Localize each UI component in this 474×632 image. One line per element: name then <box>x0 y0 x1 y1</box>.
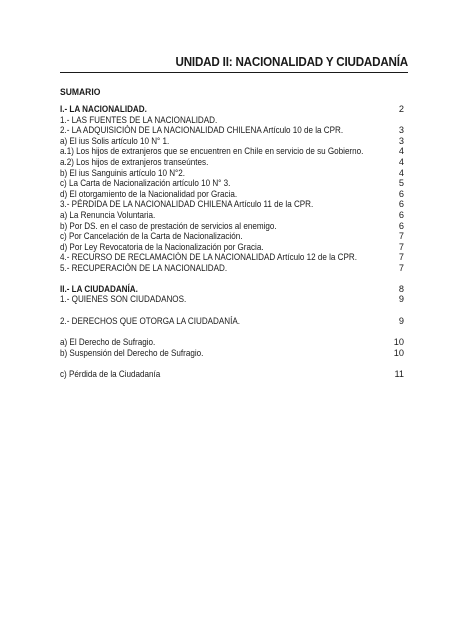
toc-entry <box>60 178 404 189</box>
toc-entry <box>60 104 404 115</box>
toc-entry-text: c) Por Cancelación de la Carta de Nacionalización. <box>60 231 243 242</box>
toc-entry-text: 2.- DERECHOS QUE OTORGA LA CIUDADANÍA. <box>60 315 241 326</box>
toc-entry-text: 1.- QUIENES SON CIUDADANOS. <box>60 294 187 305</box>
section-spacer <box>60 326 404 337</box>
toc-entry-text: b) Por DS. en el caso de prestación de servicios al enemigo. <box>60 220 277 231</box>
toc-entry <box>60 284 404 295</box>
toc-entry-text: a) La Renuncia Voluntaria. <box>60 209 156 220</box>
toc-entry <box>60 337 404 348</box>
toc-entry-text: c) Pérdida de la Ciudadanía <box>60 369 161 380</box>
toc-entry-page: 6 <box>398 199 404 210</box>
toc-entry-page: 6 <box>398 209 404 220</box>
toc-entry <box>60 348 404 359</box>
toc-entry-page: 10 <box>393 347 404 358</box>
toc-entry-page: 7 <box>398 241 404 252</box>
toc-entry-text: I.- LA NACIONALIDAD. <box>60 104 147 114</box>
toc-entry-page: 9 <box>398 294 404 305</box>
summary-heading: SUMARIO <box>60 87 101 98</box>
toc-entry-text: a.1) Los hijos de extranjeros que se encuentren en Chile en servicio de su Gobierno. <box>60 146 364 157</box>
toc-entry <box>60 316 404 327</box>
toc-entry-page: 3 <box>398 125 404 136</box>
toc-entry-page: 11 <box>394 369 404 380</box>
section-spacer <box>60 305 404 316</box>
section-spacer <box>60 358 404 369</box>
toc-entry <box>60 369 404 380</box>
toc-entry-text: 2.- LA ADQUISICIÓN DE LA NACIONALIDAD CHILENA Artículo 10 de la CPR. <box>60 125 344 136</box>
toc-entry-page: 7 <box>398 252 404 263</box>
toc-entry-text: b) El ius Sanguinis artículo 10 N°2. <box>60 167 186 178</box>
toc-entry <box>60 252 404 263</box>
toc-entry <box>60 125 404 136</box>
toc-entry-page: 7 <box>398 262 404 273</box>
table-of-contents <box>60 104 404 380</box>
toc-entry-page: 4 <box>398 146 404 157</box>
toc-entry-page: 2 <box>398 104 404 114</box>
toc-entry <box>60 168 404 179</box>
toc-entry-text: b) Suspensión del Derecho de Sufragio. <box>60 347 204 358</box>
toc-entry <box>60 189 404 200</box>
toc-entry-page: 4 <box>398 156 404 167</box>
toc-entry <box>60 263 404 274</box>
toc-entry-page: 9 <box>398 315 404 326</box>
toc-entry-text: 3.- PÉRDIDA DE LA NACIONALIDAD CHILENA Artículo 11 de la CPR. <box>60 199 314 210</box>
toc-entry-text: 5.- RECUPERACIÓN DE LA NACIONALIDAD. <box>60 262 228 273</box>
toc-entry-page: 6 <box>398 220 404 231</box>
toc-entry-page: 8 <box>398 283 404 294</box>
toc-entry-page: 6 <box>398 188 404 199</box>
toc-entry <box>60 231 404 242</box>
toc-entry-text: 4.- RECURSO DE RECLAMACIÓN DE LA NACIONALIDAD Artículo 12 de la CPR. <box>60 252 357 263</box>
toc-entry-page: 5 <box>398 178 404 189</box>
toc-entry-text: d) Por Ley Revocatoria de la Nacionalización por Gracia. <box>60 241 264 252</box>
unit-title: UNIDAD II: NACIONALIDAD Y CIUDADANÍA <box>175 55 408 69</box>
toc-entry-text: c) La Carta de Nacionalización artículo 10 N° 3. <box>60 178 231 189</box>
toc-entry <box>60 115 404 126</box>
toc-entry <box>60 136 404 147</box>
toc-entry <box>60 242 404 253</box>
toc-entry-text: a) El Derecho de Sufragio. <box>60 337 156 348</box>
toc-entry <box>60 294 404 305</box>
toc-entry <box>60 146 404 157</box>
toc-entry <box>60 157 404 168</box>
toc-entry <box>60 210 404 221</box>
toc-entry <box>60 221 404 232</box>
toc-entry-text: a) El ius Solis artículo 10 N° 1. <box>60 135 170 146</box>
toc-entry-text: 1.- LAS FUENTES DE LA NACIONALIDAD. <box>60 114 218 125</box>
title-underline <box>60 72 408 73</box>
toc-entry-page: 3 <box>398 135 404 146</box>
section-spacer <box>60 274 404 284</box>
toc-entry-page: 7 <box>398 231 404 242</box>
toc-entry-page: 4 <box>398 167 404 178</box>
toc-entry <box>60 199 404 210</box>
toc-entry-text: d) El otorgamiento de la Nacionalidad por Gracia. <box>60 188 238 199</box>
toc-entry-text: II.- LA CIUDADANÍA. <box>60 283 138 294</box>
toc-entry-page: 10 <box>393 337 404 348</box>
toc-entry-text: a.2) Los hijos de extranjeros transeúntes. <box>60 156 209 167</box>
